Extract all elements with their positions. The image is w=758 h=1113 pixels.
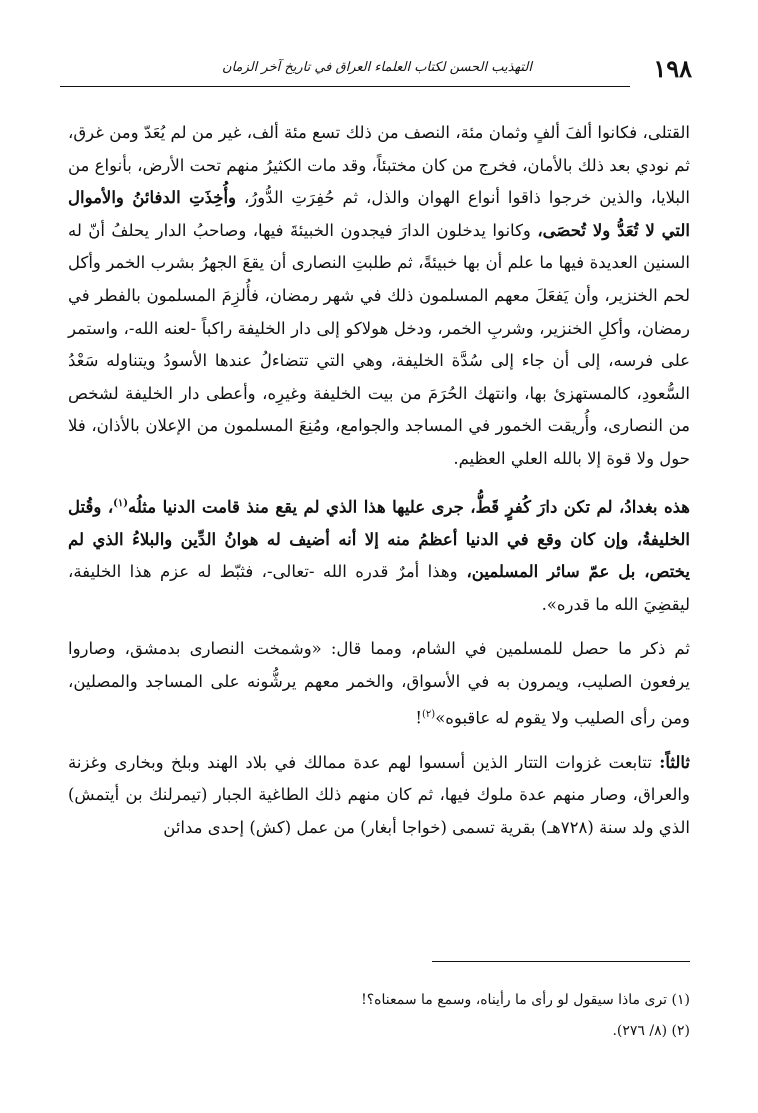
- main-text: [68, 117, 690, 844]
- page-number: ١٩٨: [653, 54, 692, 83]
- footnote-2: (٢) (٨/ ٢٧٦).: [612, 1023, 690, 1039]
- running-title: التهذيب الحسن لكتاب العلماء العراق في تاريخ آخر الزمان: [222, 60, 532, 75]
- page-header: [60, 50, 692, 90]
- footnote-divider: [432, 961, 690, 962]
- section-label: ثالثاً:: [659, 752, 691, 772]
- header-rule: [60, 86, 630, 87]
- paragraph-2: هذه بغدادُ، لم تكن دارَ كُفرٍ قَطُّ، جرى عليها هذا الذي لم يقع منذ قامت الدنيا مثلُه$^{(١)}$، وقُتل الخليفةُ، وإن كان وقع في الدنيا أعظمُ منه إلا أنه أضيف له هوانُ الدِّين والبلاءُ الذي لم يختص، بل عمّ سائر المسلمين، وهذا أمرٌ قدره الله -تعالى-، فثبّط له عزم هذا الخليفة، ليقضِيَ الله ما قدره».: [68, 497, 690, 614]
- paragraph-3: ثم ذكر ما حصل للمسلمين في الشام، ومما قال: «وشمخت النصارى بدمشق، وصاروا يرفعون الصليب، ويمرون به في الأسواق، والخمر معهم يرشُّونه على المساجد والمصلين، ومن رأى الصليب ولا يقوم له عاقبوه»$^{(٢)}$!: [68, 639, 690, 728]
- footnote-1: (١) ترى ماذا سيقول لو رأى ما رأيناه، وسمع ما سمعناه؟!: [361, 992, 690, 1008]
- footnote-ref-1: (١): [113, 497, 128, 509]
- footnote-ref-2: (٢): [422, 708, 436, 720]
- paragraph-4: ثالثاً: تتابعت غزوات التتار الذين أسسوا لهم عدة ممالك في بلاد الهند وبلخ وبخارى وغزنة والعراق، وصار منهم عدة ملوك فيها، ثم كان منهم ذلك الطاغية الجبار (تيمرلنك بن أيتمش) الذي ولد سنة (٧٢٨هـ) بقرية تسمى (خواجا أبغار) من عمل (كش) إحدى مدائن: [68, 752, 691, 837]
- paragraph-1: القتلى، فكانوا ألفَ ألفٍ وثمان مئة، النصف من ذلك تسع مئة ألف، غير من لم يُعَدّ ومن غرق، ثم نودي بعد ذلك بالأمان، فخرج من كان مختبئاً، وقد مات الكثيرُ منهم تحت الأرض، بأنواع من البلايا، والذين خرجوا ذاقوا أنواع الهوان والذل، ثم حُفِرَتِ الدُّورُ، وأُخِذَتِ الدفائنُ والأموال التي لا تُعَدُّ ولا تُحصَى، وكانوا يدخلون الدارَ فيجدون الخبيئةَ فيها، وصاحبُ الدار يحلفُ أنّ له السنين العديدة فيها ما علم أن بها خبيئةً، ثم طلبتِ النصارى أن يقعَ الجهرُ بشرب الخمر وأكل لحم الخنزير، وأن يَفعَلَ معهم المسلمون ذلك في شهر رمضان، فأُلزِمَ المسلمون بالفطر في رمضان، وأكلِ الخنزير، وشربِ الخمر، ودخل هولاكو إلى دار الخليفة راكباً -لعنه الله-، واستمر على فرسه، إلى أن جاء إلى سُدَّة الخليفة، وهي التي تتضاءلُ عندها الأسودُ ويتناوله سَعْدُ السُّعودِ، كالمستهزئ بها، وانتهك الحُرَمَ من بيت الخليفة وغيرِه، وأعطى دار الخليفة لشخص من النصارى، وأُريقت الخمور في المساجد والجوامع، ومُنِعَ المسلمون من الإعلان بالأذان، فلا حول ولا قوة إلا بالله العلي العظيم.: [68, 123, 691, 468]
- footnotes: [68, 985, 690, 1047]
